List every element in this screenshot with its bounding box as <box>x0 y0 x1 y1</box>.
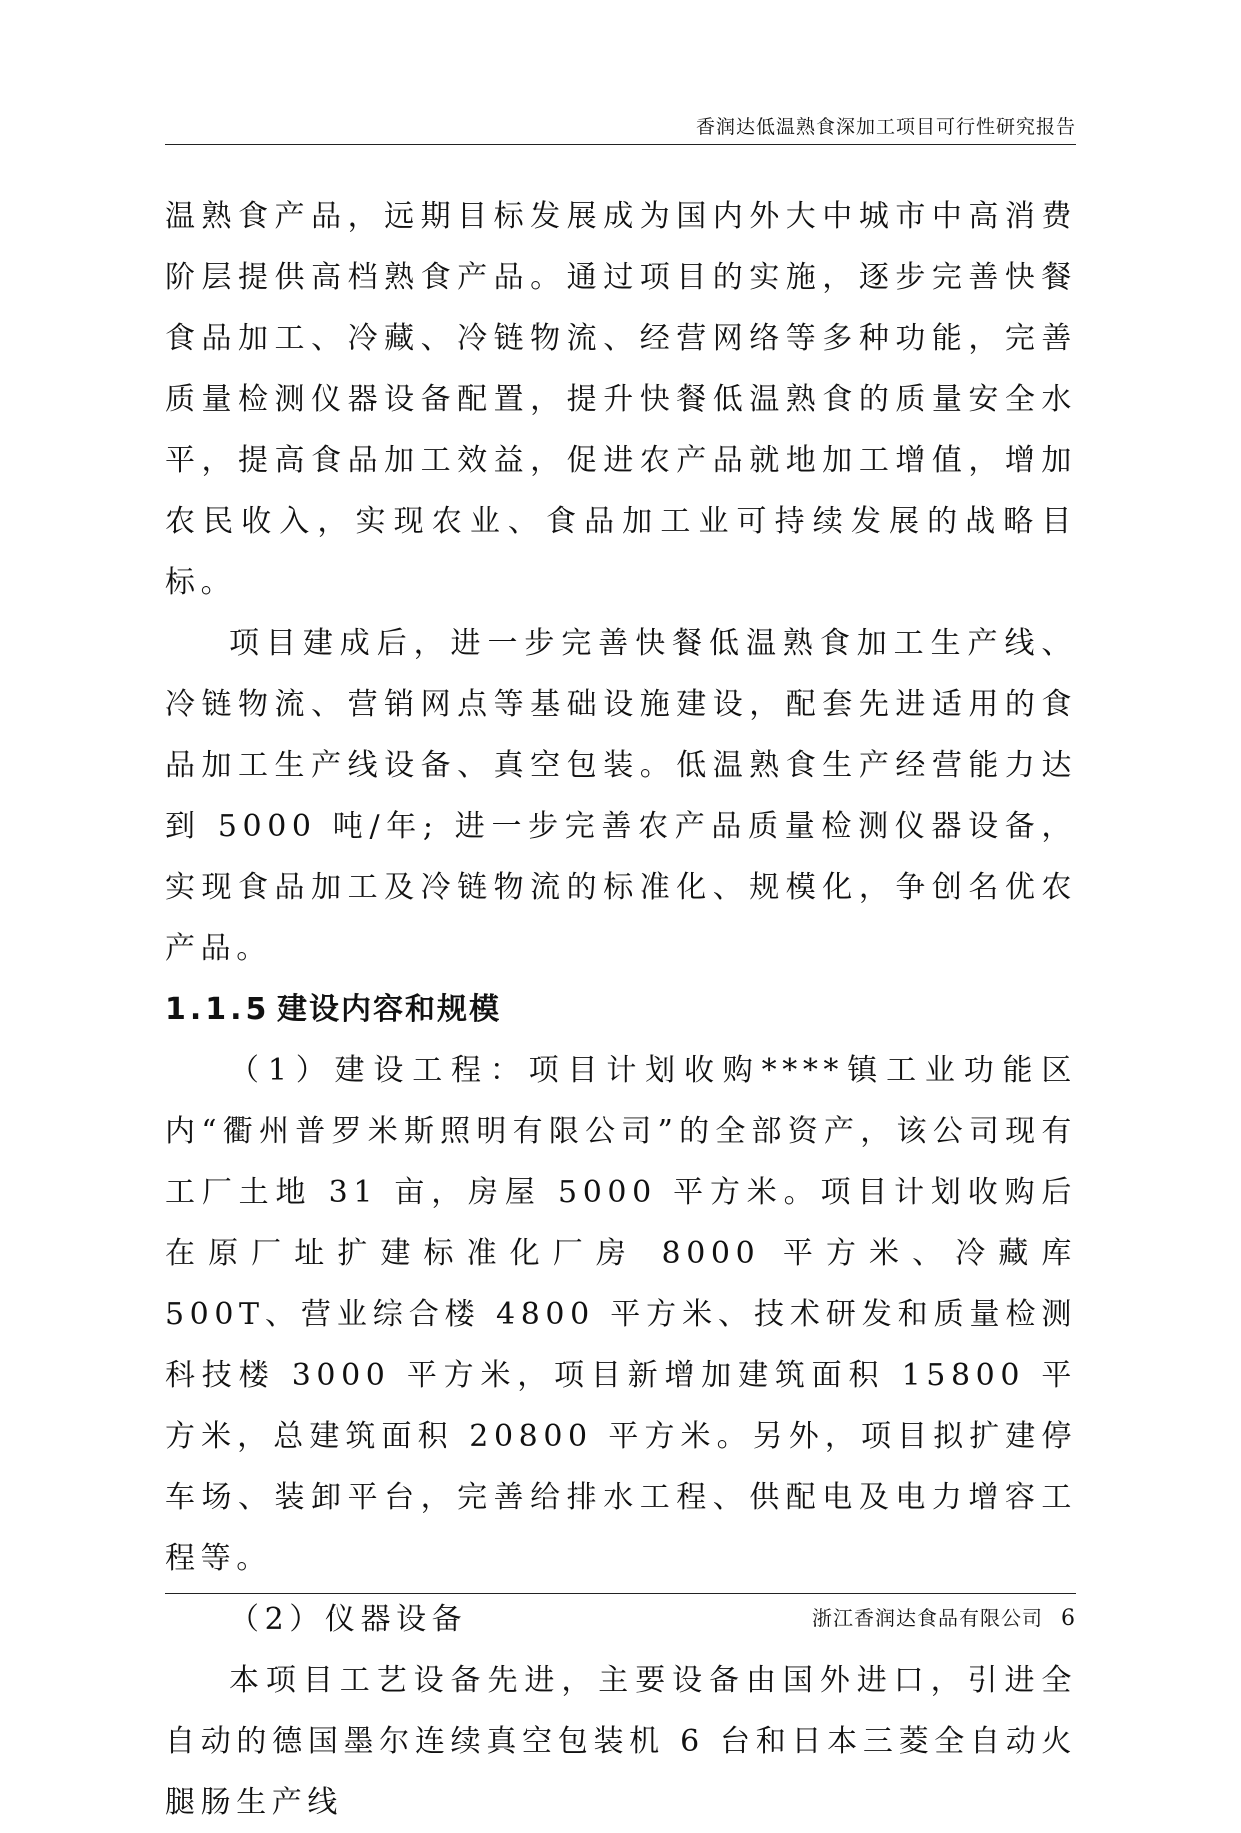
footer-divider <box>165 1593 1076 1594</box>
document-body <box>165 186 1077 1833</box>
page-number: 6 <box>1061 1606 1076 1631</box>
page-header <box>165 110 1076 145</box>
paragraph-5: 本项目工艺设备先进，主要设备由国外进口，引进全自动的德国墨尔连续真空包装机 6 台和日本三菱全自动火腿肠生产线 <box>165 1663 1077 1820</box>
paragraph-4: （2）仪器设备 <box>229 1602 468 1637</box>
paragraph-1: 温熟食产品，远期目标发展成为国内外大中城市中高消费阶层提供高档熟食产品。通过项目的实施，逐步完善快餐食品加工、冷藏、冷链物流、经营网络等多种功能，完善质量检测仪器设备配置，提升快餐低温熟食的质量安全水平，提高食品加工效益，促进农产品就地加工增值，增加农民收入，实现农业、食品加工业可持续发展的战略目标。 <box>165 199 1077 600</box>
footer-company: 浙江香润达食品有限公司 <box>812 1606 1043 1630</box>
section-title: 建设内容和规模 <box>277 992 501 1027</box>
page-footer <box>812 1602 1076 1631</box>
paragraph-2: 项目建成后，进一步完善快餐低温熟食加工生产线、冷链物流、营销网点等基础设施建设，配套先进适用的食品加工生产线设备、真空包装。低温熟食生产经营能力达到 5000 吨/年; 进一步完善农产品质量检测仪器设备，实现食品加工及冷链物流的标准化、规模化，争创名优农产品。 <box>165 626 1077 966</box>
header-title: 香润达低温熟食深加工项目可行性研究报告 <box>695 116 1076 138</box>
paragraph-3: （1）建设工程：项目计划收购****镇工业功能区内“衢州普罗米斯照明有限公司”的全部资产，该公司现有工厂土地 31 亩，房屋 5000 平方米。项目计划收购后在原厂址扩建标准化厂房 8000 平方米、冷藏库 500T、营业综合楼 4800 平方米、技术研发和质量检测科技楼 3000 平方米，项目新增加建筑面积 15800 平方米，总建筑面积 20800 平方米。另外，项目拟扩建停车场、装卸平台，完善给排水工程、供配电及电力增容工程等。 <box>165 1053 1077 1576</box>
section-number: 1.1.5 <box>165 992 271 1027</box>
section-heading <box>165 979 1077 1040</box>
